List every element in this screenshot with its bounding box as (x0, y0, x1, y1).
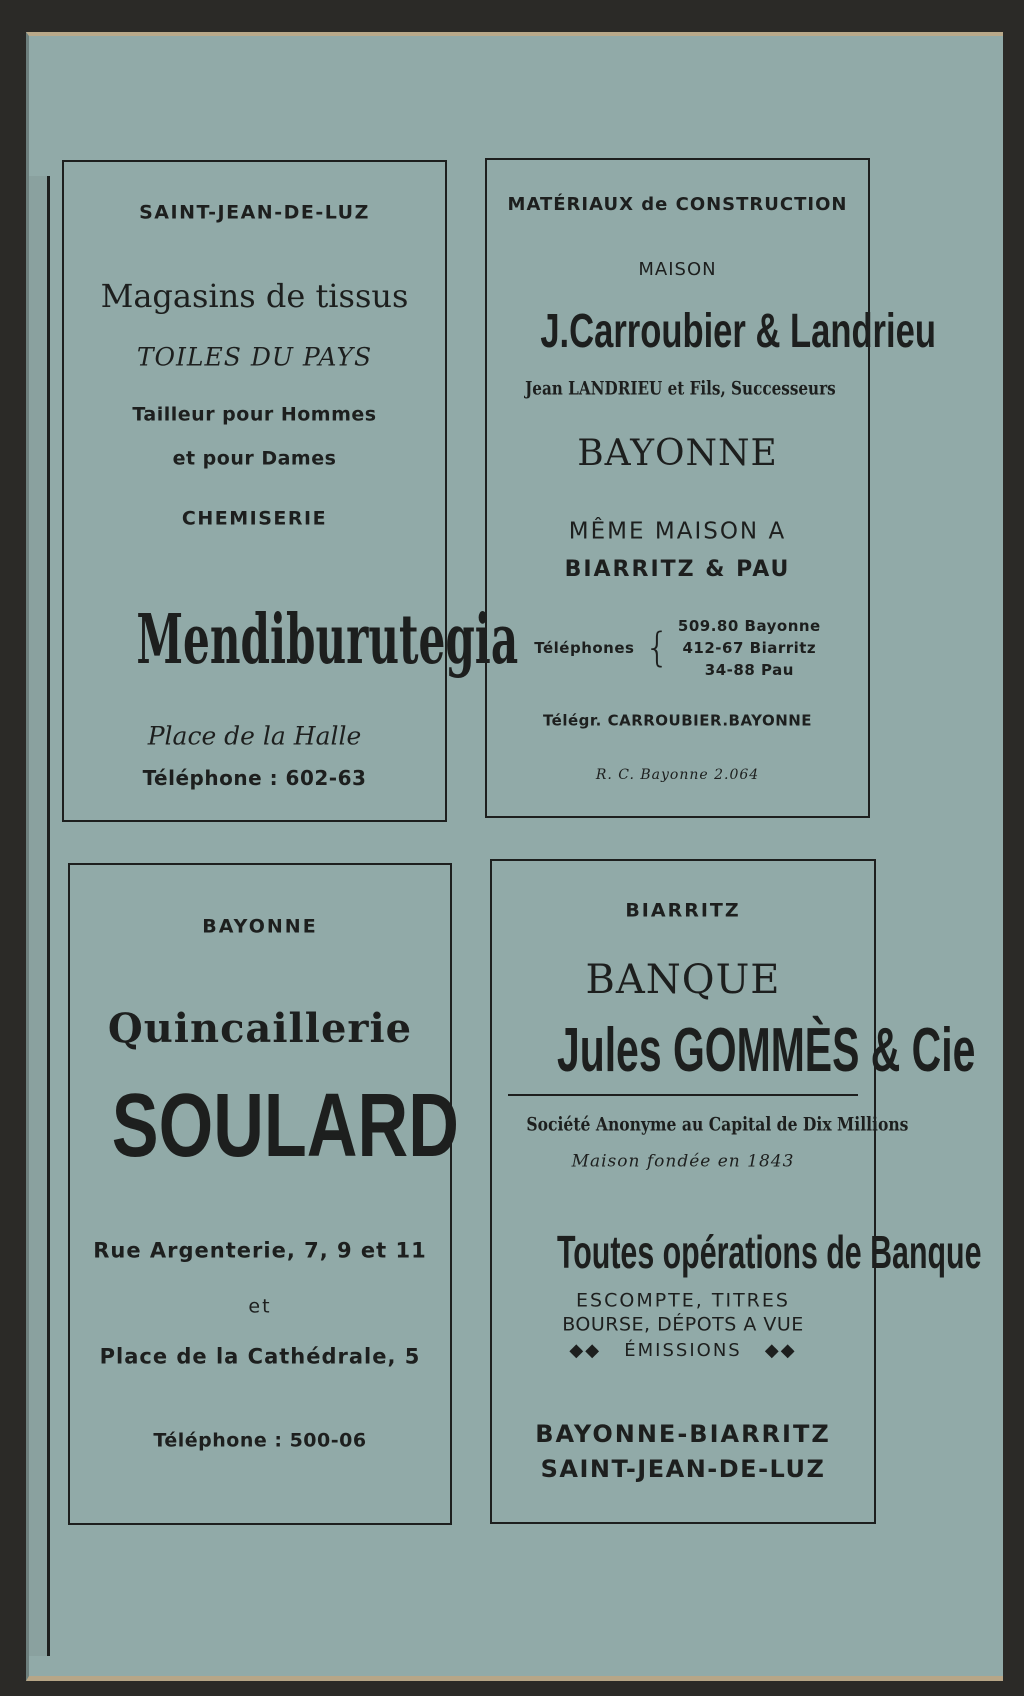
phone-number: 34-88 Pau (704, 661, 794, 679)
ad-services: Toutes opérations de Banque (556, 1226, 982, 1278)
ad-address: Place de la Cathédrale, 5 (99, 1344, 421, 1369)
ad-heading: BIARRITZ (625, 899, 741, 922)
ad-and: et (248, 1295, 272, 1318)
ad-heading: BAYONNE (202, 915, 318, 938)
ad-title: BANQUE (585, 957, 781, 1003)
ad-list-item: ESCOMPTE, TITRES (576, 1289, 790, 1312)
ad-city: BAYONNE (577, 433, 778, 474)
ad-banque-gommes (490, 859, 982, 1524)
ad-telegraph: Télégr. CARROUBIER.BAYONNE (542, 711, 813, 730)
ad-locations: BAYONNE-BIARRITZ (535, 1420, 831, 1448)
ad-company: Société Anonyme au Capital de Dix Millions (526, 1113, 909, 1136)
ad-list-item: BOURSE, DÉPOTS A VUE (562, 1313, 804, 1336)
ad-maison: MAISON (638, 259, 717, 280)
phone-number: 412-67 Biarritz (682, 639, 817, 657)
ad-carroubier-landrieu (485, 158, 936, 818)
ad-line: et pour Dames (172, 447, 337, 470)
ad-address: Rue Argenterie, 7, 9 et 11 (93, 1238, 427, 1263)
ad-locations: SAINT-JEAN-DE-LUZ (540, 1455, 826, 1483)
ad-title: Quincaillerie (107, 1005, 413, 1052)
ad-phone: Téléphone : 602-63 (142, 766, 367, 790)
brace-icon: { (644, 625, 670, 671)
ad-successors: Jean LANDRIEU et Fils, Successeurs (525, 377, 836, 400)
ad-brand: SOULARD (111, 1076, 459, 1176)
ad-brand: Mendiburutegia (136, 600, 519, 680)
ad-brand: Jules GOMMÈS & Cie (556, 1016, 976, 1085)
ad-brand: J.Carroubier & Landrieu (540, 305, 936, 358)
ad-phones (487, 615, 868, 681)
ad-cities: BIARRITZ & PAU (564, 557, 791, 582)
phone-number: 509.80 Bayonne (677, 617, 821, 635)
ad-quincaillerie-soulard (68, 863, 459, 1525)
ad-heading: MATÉRIAUX de CONSTRUCTION (507, 194, 848, 215)
phones-label: Téléphones (534, 639, 635, 657)
ad-subtitle: TOILES DU PAYS (136, 342, 373, 372)
ad-phone: Téléphone : 500-06 (153, 1429, 367, 1452)
ad-list-item: ◆◆ ÉMISSIONS ◆◆ (569, 1340, 797, 1361)
ad-title: Magasins de tissus (100, 277, 409, 315)
ad-line: Tailleur pour Hommes (132, 403, 377, 426)
ad-address: Place de la Halle (147, 721, 362, 751)
ad-saint-jean-de-luz (62, 160, 519, 822)
previous-page-edge (29, 176, 50, 1656)
ad-rc: R. C. Bayonne 2.064 (595, 767, 760, 783)
ad-heading: SAINT-JEAN-DE-LUZ (139, 201, 370, 224)
ad-line: CHEMISERIE (181, 507, 328, 530)
ad-same-house: MÊME MAISON A (568, 518, 787, 545)
ad-founded: Maison fondée en 1843 (571, 1151, 795, 1172)
divider (508, 1094, 858, 1096)
